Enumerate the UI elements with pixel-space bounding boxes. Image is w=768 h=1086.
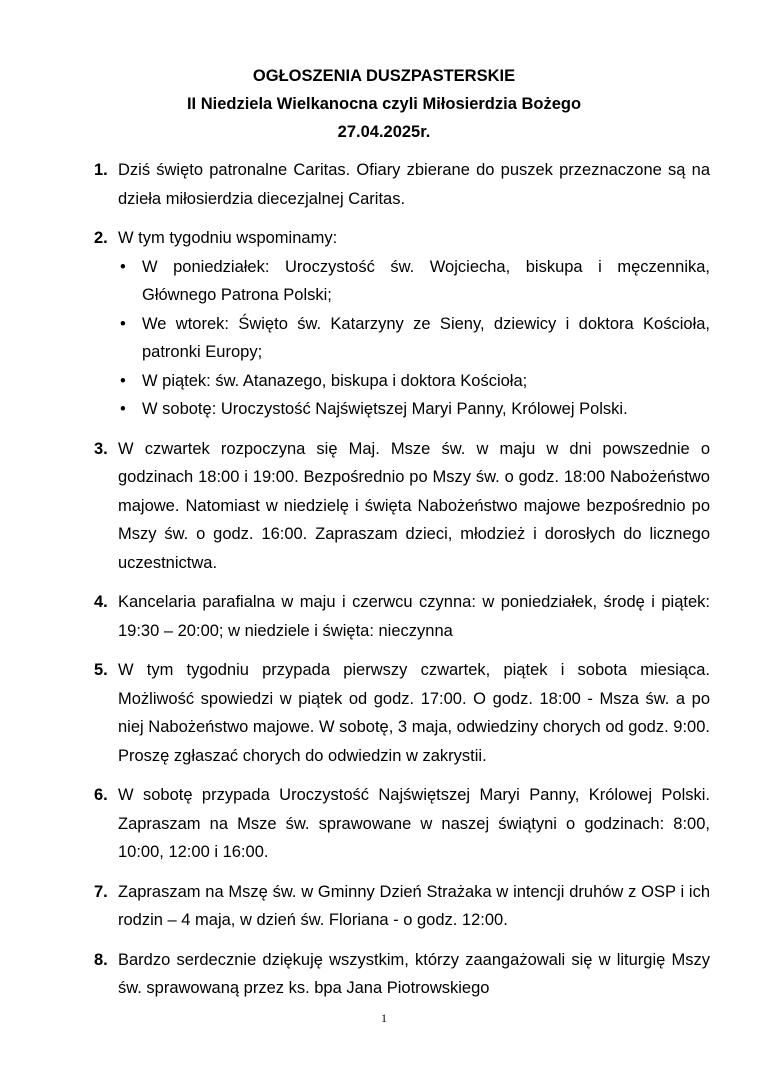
announcement-item-1 xyxy=(94,156,710,213)
item-number: 6. xyxy=(94,786,108,804)
announcement-item-2 xyxy=(94,224,710,424)
announcement-list xyxy=(94,156,710,1014)
bullet-item xyxy=(118,253,710,310)
bullet-item xyxy=(118,367,710,396)
announcement-item-7 xyxy=(94,878,710,935)
page-subtitle: II Niedziela Wielkanocna czyli Miłosierdzia Bożego xyxy=(186,95,582,113)
announcement-item-3 xyxy=(94,435,710,578)
item-text: Dziś święto patronalne Caritas. Ofiary zbierane do puszek przeznaczone są na dzieła miłosierdzia diecezjalnej Caritas. xyxy=(118,161,710,208)
item-number: 1. xyxy=(94,161,108,179)
announcement-item-5 xyxy=(94,656,710,770)
item-text: W tym tygodniu wspominamy: xyxy=(118,229,338,247)
item-number: 2. xyxy=(94,229,108,247)
saints-list xyxy=(118,253,710,424)
item-number: 5. xyxy=(94,661,108,679)
item-number: 4. xyxy=(94,593,108,611)
item-text: Zapraszam na Mszę św. w Gminny Dzień Strażaka w intencji druhów z OSP i ich rodzin – 4 maja, w dzień św. Floriana - o godz. 12:00. xyxy=(118,882,710,929)
item-text: Bardzo serdecznie dziękuję wszystkim, którzy zaangażowali się w liturgię Mszy św. sprawowaną przez ks. bpa Jana Piotrowskiego xyxy=(118,950,710,997)
announcement-item-4 xyxy=(94,588,710,645)
item-number: 8. xyxy=(94,950,108,969)
item-text: Kancelaria parafialna w maju i czerwcu czynna: w poniedziałek, środę i piątek: 19:30 – 20:00; w niedziele i święta: nieczynna xyxy=(118,593,710,640)
bullet-text: W piątek: św. Atanazego, biskupa i doktora Kościoła; xyxy=(142,371,528,390)
bullet-text: We wtorek: Święto św. Katarzyny ze Sieny, dziewicy i doktora Kościoła, patronki Europy; xyxy=(142,314,710,361)
bullet-icon: • xyxy=(120,314,126,333)
announcement-date: 27.04.2025r. xyxy=(337,123,431,141)
bullet-icon: • xyxy=(120,257,126,276)
item-number: 7. xyxy=(94,882,108,901)
announcement-item-8 xyxy=(94,946,710,1003)
item-number: 3. xyxy=(94,439,108,458)
bullet-text: W poniedziałek: Uroczystość św. Wojciecha, biskupa i męczennika, Głównego Patrona Polski; xyxy=(142,257,710,304)
bullet-icon: • xyxy=(120,400,126,418)
page-title: OGŁOSZENIA DUSZPASTERSKIE xyxy=(252,67,516,85)
bullet-item xyxy=(118,310,710,367)
page-number: 1 xyxy=(381,1011,387,1025)
item-text: W czwartek rozpoczyna się Maj. Msze św. w maju w dni powszednie o godzinach 18:00 i 19:00. Bezpośrednio po Mszy św. o godz. 18:00 Nabożeństwo majowe. Natomiast w niedzielę i święta Nabożeństwo majowe bezpośrednio po Mszy św. o godz. 16:00. Zapraszam dzieci, młodzież i dorosłych do licznego uczestnictwa. xyxy=(118,439,710,572)
announcement-header xyxy=(0,62,768,146)
item-text: W tym tygodniu przypada pierwszy czwartek, piątek i sobota miesiąca. Możliwość spowiedzi w piątek od godz. 17:00. O godz. 18:00 - Msza św. a po niej Nabożeństwo majowe. W sobotę, 3 maja, odwiedziny chorych od godz. 9:00. Proszę zgłaszać chorych do odwiedzin w zakrystii. xyxy=(118,661,710,765)
item-text: W sobotę przypada Uroczystość Najświętszej Maryi Panny, Królowej Polski. Zapraszam na Msze św. sprawowane w naszej świątyni o godzinach: 8:00, 10:00, 12:00 i 16:00. xyxy=(118,786,710,861)
bullet-text: W sobotę: Uroczystość Najświętszej Maryi Panny, Królowej Polski. xyxy=(142,400,628,418)
announcement-item-6 xyxy=(94,781,710,867)
bullet-icon: • xyxy=(120,371,126,390)
bullet-item xyxy=(118,395,710,424)
